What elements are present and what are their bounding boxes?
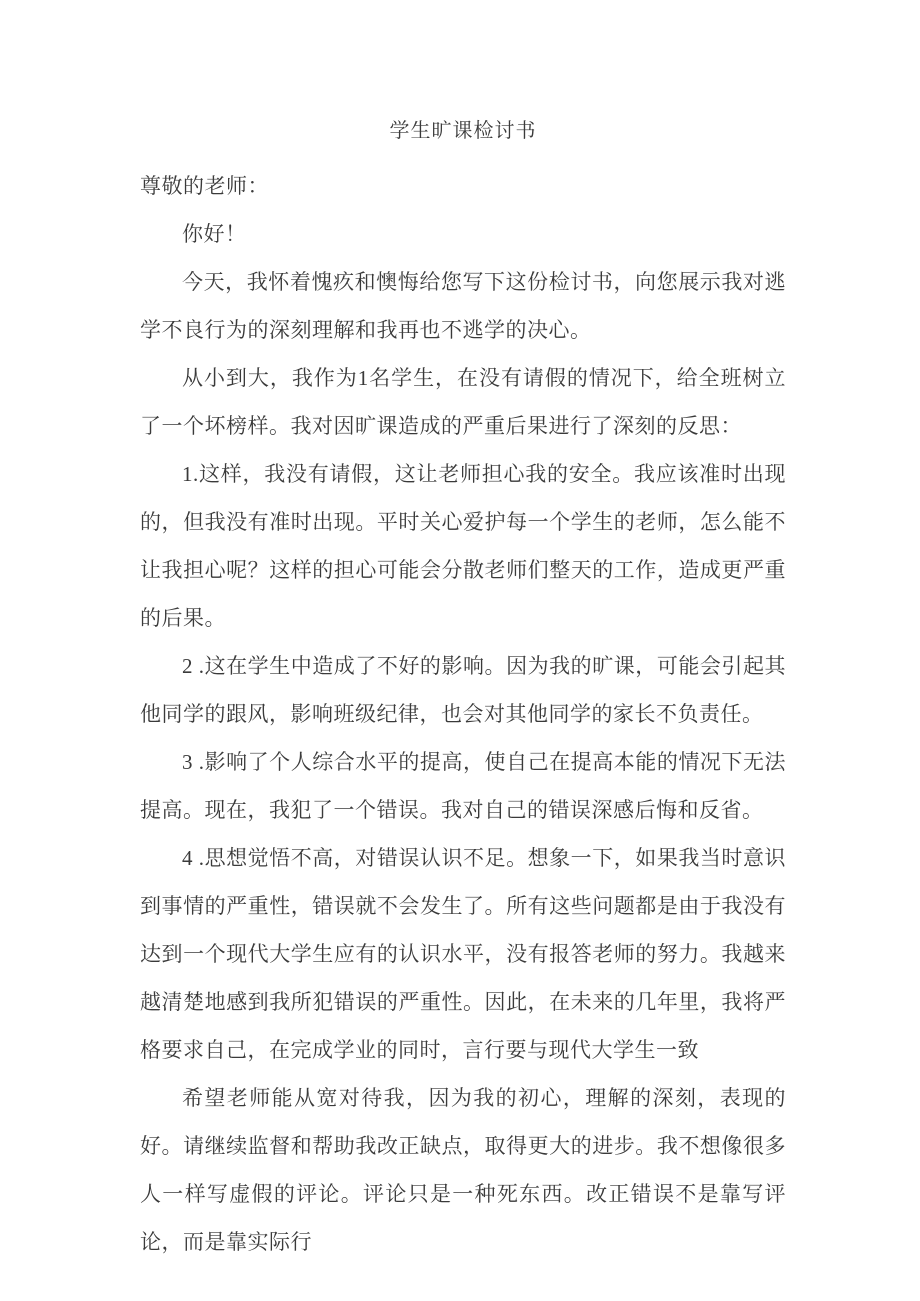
document-body xyxy=(140,162,786,1266)
paragraph-point-2: 2 .这在学生中造成了不好的影响。因为我的旷课，可能会引起其他同学的跟风，影响班级纪律，也会对其他同学的家长不负责任。 xyxy=(140,654,786,726)
salutation: 尊敬的老师： xyxy=(140,174,269,198)
document-title: 学生旷课检讨书 xyxy=(389,120,537,142)
paragraph-background: 从小到大，我作为1名学生，在没有请假的情况下，给全班树立了一个坏榜样。我对因旷课造成的严重后果进行了深刻的反思： xyxy=(140,366,786,438)
paragraph-point-3: 3 .影响了个人综合水平的提高，使自己在提高本能的情况下无法提高。现在，我犯了一个错误。我对自己的错误深感后悔和反省。 xyxy=(140,750,786,822)
paragraph-point-1: 1.这样，我没有请假，这让老师担心我的安全。我应该准时出现的，但我没有准时出现。平时关心爱护每一个学生的老师，怎么能不让我担心呢？这样的担心可能会分散老师们整天的工作，造成更严重的后果。 xyxy=(140,462,786,630)
paragraph-greeting: 你好！ xyxy=(182,222,247,246)
paragraph-intro: 今天，我怀着愧疚和懊悔给您写下这份检讨书，向您展示我对逃学不良行为的深刻理解和我再也不逃学的决心。 xyxy=(140,270,786,342)
paragraph-closing: 希望老师能从宽对待我，因为我的初心，理解的深刻，表现的好。请继续监督和帮助我改正缺点，取得更大的进步。我不想像很多人一样写虚假的评论。评论只是一种死东西。改正错误不是靠写评论，而是靠实际行 xyxy=(140,1086,786,1254)
paragraph-point-4: 4 .思想觉悟不高，对错误认识不足。想象一下，如果我当时意识到事情的严重性，错误就不会发生了。所有这些问题都是由于我没有达到一个现代大学生应有的认识水平，没有报答老师的努力。我越来越清楚地感到我所犯错误的严重性。因此，在未来的几年里，我将严格要求自己，在完成学业的同时，言行要与现代大学生一致 xyxy=(140,846,786,1062)
